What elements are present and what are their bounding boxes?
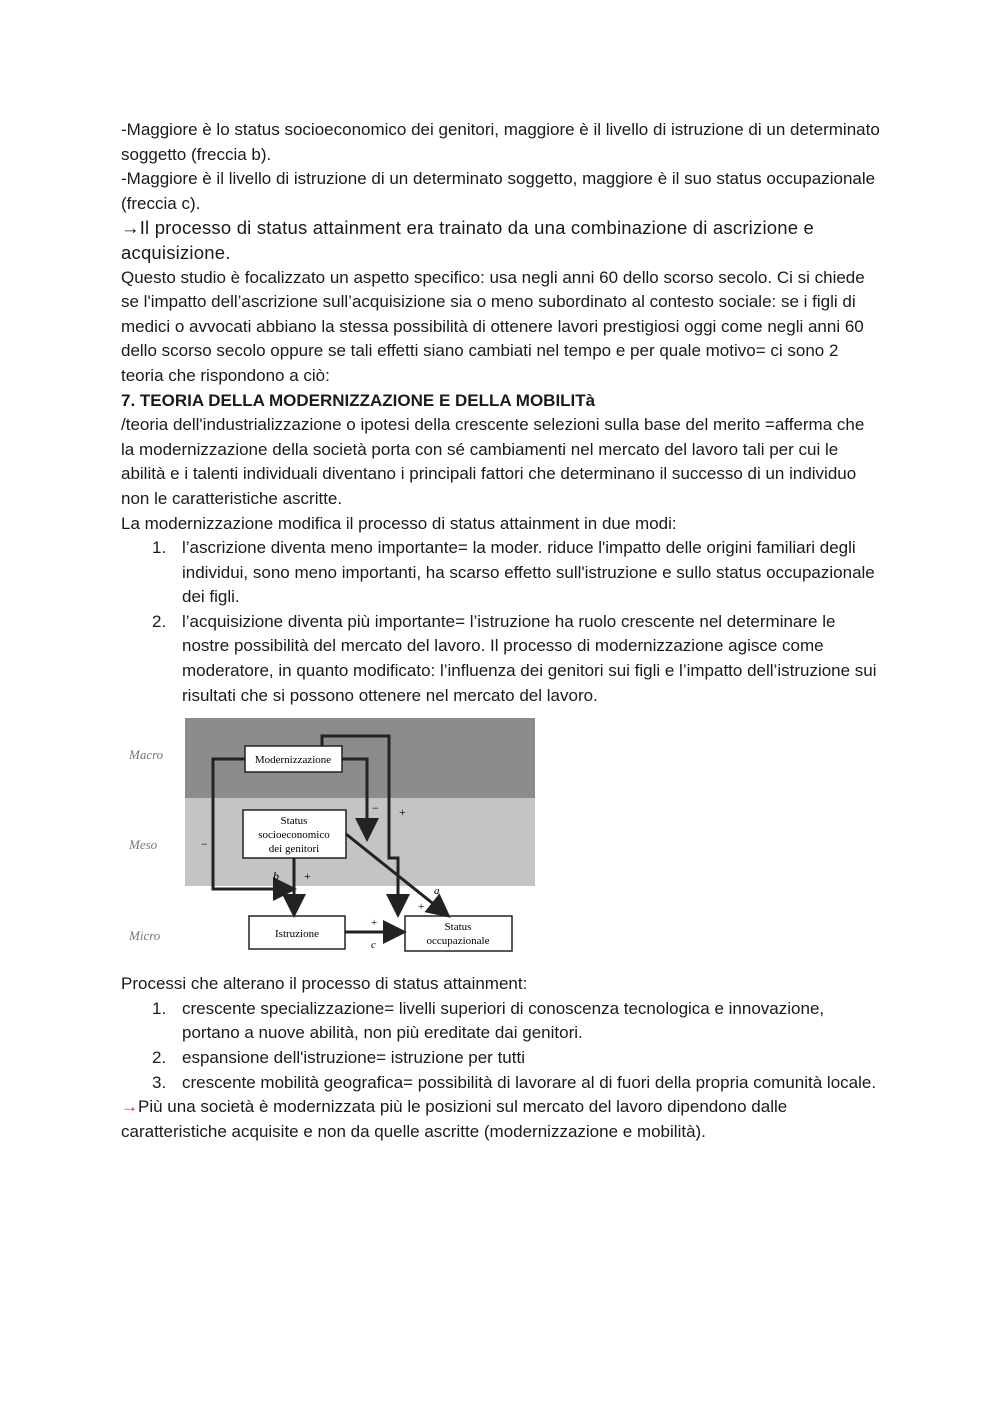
label-plus-b: +: [304, 869, 311, 884]
label-plus-mid: +: [399, 805, 406, 820]
list-item-text: crescente specializzazione= livelli superiori di conoscenza tecnologica e innovazione, portano a nuove abilità, non più ereditate dai genitori.: [182, 998, 825, 1043]
list-item: [121, 610, 881, 708]
label-c: c: [371, 939, 376, 952]
list-number: 2.: [152, 611, 167, 631]
list-number: 1.: [152, 538, 167, 558]
list-item: [121, 536, 881, 610]
list-item: [121, 997, 881, 1046]
label-plus-a: +: [418, 901, 425, 914]
label-minus-left: −: [201, 837, 208, 852]
list-item-text: espansione dell'istruzione= istruzione per tutti: [182, 1048, 525, 1068]
list-item-text: l’ascrizione diventa meno importante= la moder. riduce l'impatto delle origini familiari degli individui, sono meno importanti, ha scarso effetto sull'istruzione e sullo status occupazionale dei figli.: [182, 538, 875, 607]
paragraph-freccia-b: -Maggiore è lo status socioeconomico dei genitori, maggiore è il livello di istruzione di un determinato soggetto (freccia b).: [121, 120, 880, 164]
box-status-line3: dei genitori: [268, 843, 320, 856]
paragraph-teoria: /teoria dell'industrializzazione o ipotesi della crescente selezioni sulla base del merito =afferma che la modernizzazione della società porta con sé cambiamenti nel mercato del lavoro tali per cui le abilità e i talenti individuali diventano i principali fattori che determinano il successo di un individuo non le caratteristiche ascritte.: [121, 415, 865, 508]
arrow-icon: →: [121, 1097, 138, 1117]
label-macro: Macro: [129, 747, 164, 763]
label-a: a: [434, 885, 440, 898]
paragraph-processi: Processi che alterano il processo di status attainment:: [121, 974, 528, 994]
list-modi: [121, 536, 881, 708]
section-heading: 7. TEORIA DELLA MODERNIZZAZIONE E DELLA MOBILITà: [121, 390, 596, 410]
box-status-line2: socioeconomico: [258, 829, 330, 842]
label-meso: Meso: [129, 837, 158, 853]
diagram-svg: [121, 718, 541, 964]
box-status-line1: Status: [280, 815, 308, 828]
paragraph-studio: Questo studio è focalizzato un aspetto specifico: usa negli anni 60 dello scorso secolo. Ci si chiede se l'impatto dell’ascrizione sull’acquisizione sia o meno subordinato al contesto sociale: se i figli di medici o avvocati abbiano la stessa possibilità di ottenere lavori prestigiosi oggi come negli anni 60 dello scorso secolo oppure se tali effetti siano cambiati nel tempo e per quale motivo= ci sono 2 teoria che rispondono a ciò:: [121, 267, 865, 385]
list-item-text: l’acquisizione diventa più importante= l’istruzione ha ruolo crescente nel determinare le nostre possibilità del mercato del lavoro. Il processo di modernizzazione agisce come moderatore, in quanto modificato: l’influenza dei genitori sui figli e l’impatto dell’istruzione sui risultati che si possono ottenere nel mercato del lavoro.: [182, 611, 877, 705]
box-istruzione-label: Istruzione: [275, 928, 319, 941]
box-modernizzazione-label: Modernizzazione: [254, 754, 332, 767]
label-minus-mid: −: [372, 801, 379, 816]
paragraph-modi: La modernizzazione modifica il processo di status attainment in due modi:: [121, 513, 677, 533]
paragraph-status-attainment: →Il processo di status attainment era trainato da una combinazione di ascrizione e acquisizione.: [121, 217, 815, 263]
list-number: 1.: [152, 998, 167, 1018]
list-number: 2.: [152, 1048, 167, 1068]
label-plus-c: +: [371, 917, 378, 930]
list-item-text: crescente mobilità geografica= possibilità di lavorare al di fuori della propria comunità locale.: [182, 1072, 877, 1092]
status-attainment-diagram: [121, 718, 541, 964]
meso-band: [185, 798, 535, 886]
list-processi: [121, 997, 881, 1095]
document-page: [121, 118, 881, 1144]
paragraph-conclusione: [121, 1095, 881, 1144]
label-micro: Micro: [129, 928, 161, 944]
box-occ-line1: Status: [444, 921, 472, 934]
paragraph-freccia-c: -Maggiore è il livello di istruzione di un determinato soggetto, maggiore è il suo status occupazionale (freccia c).: [121, 169, 876, 213]
list-number: 3.: [152, 1072, 167, 1092]
list-item: [121, 1046, 881, 1071]
conclusion-text: Più una società è modernizzata più le posizioni sul mercato del lavoro dipendono dalle caratteristiche acquisite e non da quelle ascritte (modernizzazione e mobilità).: [121, 1097, 788, 1141]
label-b: b: [273, 869, 279, 884]
box-occ-line2: occupazionale: [426, 935, 490, 948]
list-item: [121, 1071, 881, 1096]
